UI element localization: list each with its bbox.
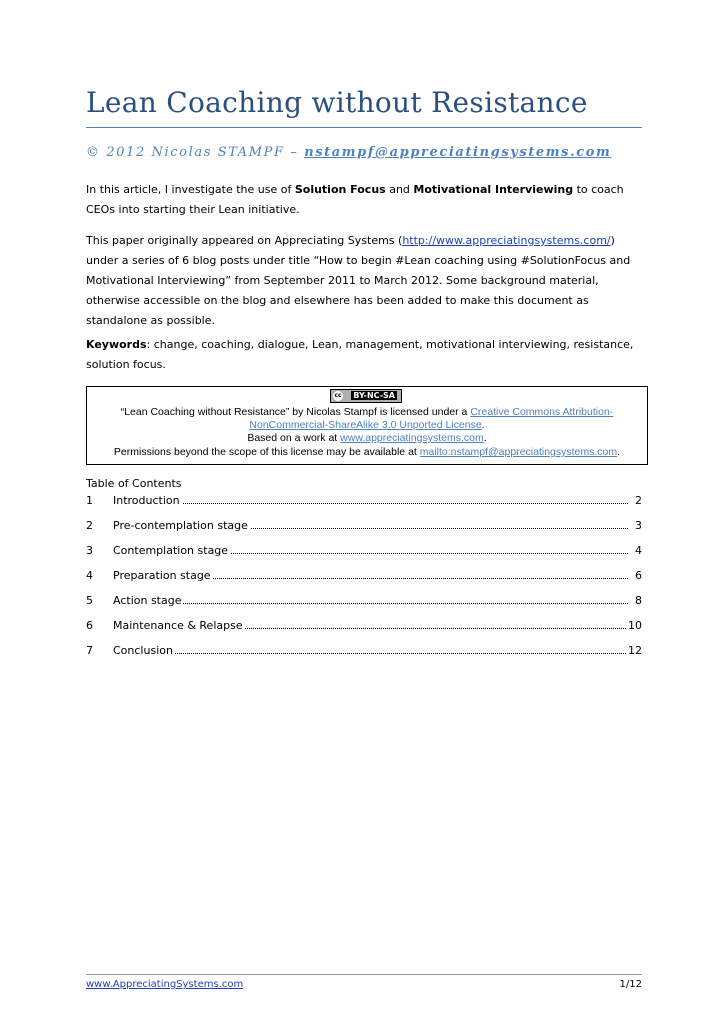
- toc-entry-title: Introduction: [113, 494, 180, 507]
- toc-entry-page: 10: [628, 619, 642, 632]
- toc-entry[interactable]: [86, 543, 642, 559]
- intro-paragraph: [86, 180, 642, 220]
- toc-entry-page: 2: [635, 494, 642, 507]
- intro-text: In this article, I investigate the use of: [86, 183, 295, 196]
- toc-entry[interactable]: [86, 618, 642, 634]
- toc-entry-title: Contemplation stage: [113, 544, 229, 557]
- toc-leader-dots: [113, 653, 628, 654]
- toc-entry[interactable]: [86, 568, 642, 584]
- cc-license-link-cont[interactable]: NonCommercial-ShareAlike 3.0 Unported License: [249, 419, 482, 431]
- author-line: [86, 145, 611, 160]
- appreciating-systems-link[interactable]: http://www.appreciatingsystems.com/: [402, 234, 611, 247]
- toc-leader-dots: [113, 503, 628, 504]
- toc-entry-title: Action stage: [113, 594, 182, 607]
- toc-entry-page: 8: [635, 594, 642, 607]
- permissions-email-link[interactable]: mailto:nstampf@appreciatingsystems.com: [419, 446, 618, 458]
- toc-entry-number: 6: [86, 619, 93, 632]
- license-text: .: [481, 419, 485, 431]
- toc-entry-page: 4: [635, 544, 642, 557]
- license-text: “Lean Coaching without Resistance” by Nicolas Stampf is licensed under a: [120, 406, 471, 418]
- origin-text: ) under a series of 6 blog posts under title “How to begin #Lean coaching using #SolutionFocus and Motivational Interviewing” from September 2011 to March 2012. Some background material, otherwise accessible on the blog and elsewhere has been added to make this document as standalone as possible.: [86, 234, 631, 327]
- toc-entry[interactable]: [86, 643, 642, 659]
- intro-bold-solution-focus: Solution Focus: [294, 183, 386, 196]
- toc-entry-title: Conclusion: [113, 644, 173, 657]
- toc-entry-number: 2: [86, 519, 93, 532]
- toc-entry-title: Preparation stage: [113, 569, 211, 582]
- toc-leader-dots: [113, 603, 628, 604]
- license-text: .: [617, 446, 621, 458]
- toc-entry-number: 4: [86, 569, 93, 582]
- origin-paragraph: [86, 231, 642, 331]
- toc-heading: Table of Contents: [86, 477, 182, 490]
- license-text: .: [483, 432, 487, 444]
- footer-site-link[interactable]: www.AppreciatingSystems.com: [86, 979, 244, 990]
- intro-text: and: [385, 183, 414, 196]
- license-text: Based on a work at: [247, 432, 341, 444]
- license-box: [86, 386, 648, 465]
- work-source-link[interactable]: www.appreciatingsystems.com: [340, 432, 484, 444]
- license-line-3: [87, 431, 647, 445]
- license-text: Permissions beyond the scope of this license may be available at: [113, 446, 420, 458]
- intro-bold-motivational-interviewing: Motivational Interviewing: [413, 183, 574, 196]
- page-number: 1/12: [619, 979, 642, 990]
- keywords-paragraph: [86, 335, 642, 375]
- toc-entry[interactable]: [86, 518, 642, 534]
- title-underline: [86, 127, 642, 128]
- toc-entry-number: 1: [86, 494, 93, 507]
- toc-entry[interactable]: [86, 593, 642, 609]
- footer-divider: [86, 974, 642, 975]
- toc-entry-title: Pre-contemplation stage: [113, 519, 248, 532]
- origin-text: This paper originally appeared on Appreciating Systems (: [86, 234, 403, 247]
- toc-entry-title: Maintenance & Relapse: [113, 619, 243, 632]
- toc-entry-page: 3: [635, 519, 642, 532]
- toc-entry-number: 5: [86, 594, 93, 607]
- toc-entry-page: 6: [635, 569, 642, 582]
- toc-entry[interactable]: [86, 493, 642, 509]
- cc-logo-icon: cc: [334, 392, 342, 399]
- author-email-link[interactable]: nstampf@appreciatingsystems.com: [304, 145, 612, 160]
- keywords-text: : change, coaching, dialogue, Lean, management, motivational interviewing, resistance, solution focus.: [86, 338, 634, 371]
- toc-entry-number: 7: [86, 644, 93, 657]
- cc-license-badge-icon[interactable]: [330, 389, 402, 403]
- license-line-1: [87, 405, 647, 419]
- toc-entry-number: 3: [86, 544, 93, 557]
- cc-badge-text: BY-NC-SA: [353, 391, 395, 400]
- keywords-label: Keywords: [86, 338, 147, 351]
- license-line-2: [87, 418, 647, 432]
- document-title: Lean Coaching without Resistance: [86, 86, 588, 119]
- copyright-text: © 2012 Nicolas STAMPF –: [86, 145, 305, 160]
- license-line-4: [87, 445, 647, 459]
- cc-license-link[interactable]: Creative Commons Attribution-: [470, 406, 614, 418]
- toc-entry-page: 12: [628, 644, 642, 657]
- intro-text: to coach CEOs into starting their Lean initiative.: [86, 183, 624, 216]
